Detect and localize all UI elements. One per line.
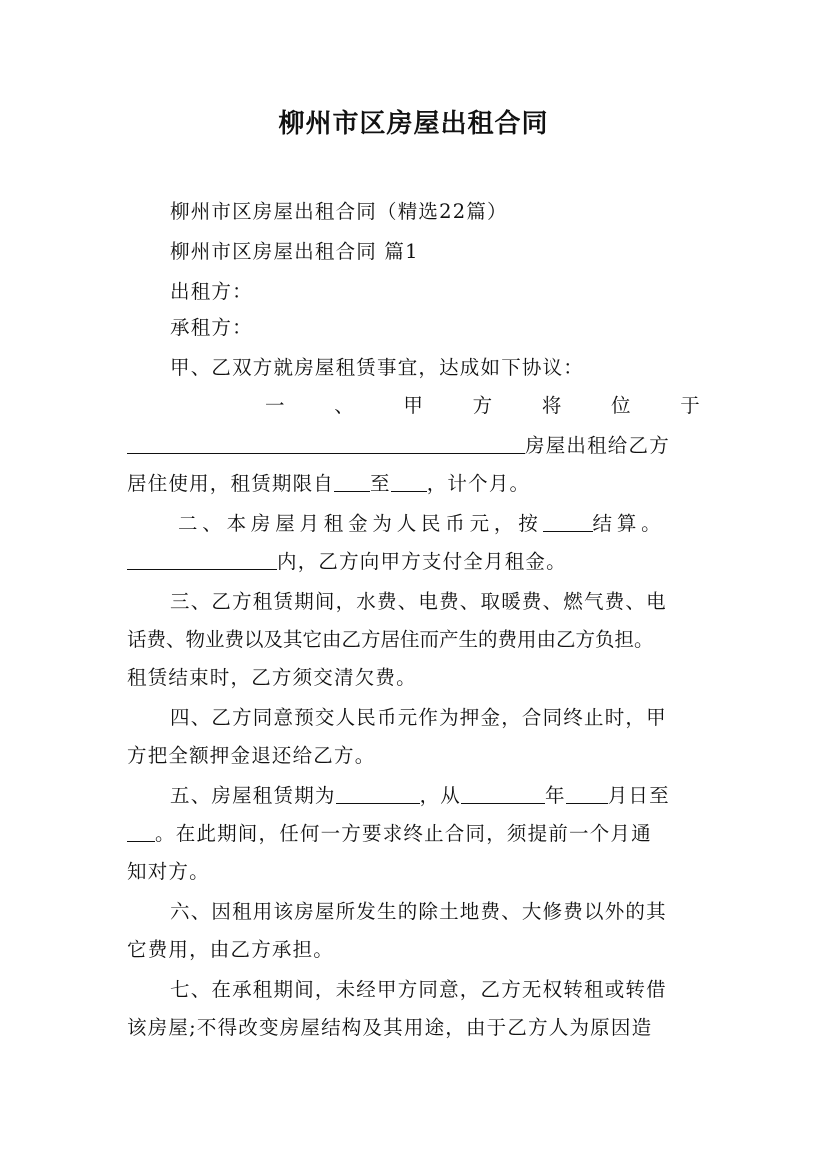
address-blank xyxy=(127,433,525,454)
section-heading: 柳州市区房屋出租合同 篇1 xyxy=(170,240,419,263)
clause-1-char: 一 xyxy=(265,394,286,417)
clause-2-text: 结算。 xyxy=(592,512,666,535)
clause-1-line-1 xyxy=(265,392,701,420)
clause-3-line-2: 话费、物业费以及其它由乙方居住而产生的费用由乙方负担。 xyxy=(127,628,654,651)
month-blank xyxy=(566,783,608,804)
clause-2-text: 内，乙方向甲方支付全月租金。 xyxy=(277,550,567,573)
clause-3-line-3: 租赁结束时，乙方须交清欠费。 xyxy=(127,666,417,689)
clause-2-line-1 xyxy=(178,510,701,538)
clause-5-text: 五、房屋租赁期为 xyxy=(170,784,336,807)
clause-7-line-1: 七、在承租期间，未经甲方同意，乙方无权转租或转借 xyxy=(170,978,667,1001)
clause-1-line-3 xyxy=(127,470,701,498)
start-date-blank xyxy=(334,471,370,492)
clause-6-line-2: 它费用，由乙方承担。 xyxy=(127,938,335,961)
term-blank xyxy=(336,783,420,804)
clause-2-line-2 xyxy=(127,548,701,576)
clause-1-text: ，计个月。 xyxy=(426,472,531,495)
clause-1-char: 位 xyxy=(611,394,632,417)
clause-7-line-2: 该房屋;不得改变房屋结构及其用途，由于乙方人为原因造 xyxy=(127,1016,653,1039)
clause-2-text: 二、本房屋月租金为人民币元，按 xyxy=(178,512,543,535)
lessee-label: 承租方： xyxy=(170,316,253,339)
clause-1-char: 于 xyxy=(680,394,701,417)
end-date-blank xyxy=(127,821,155,842)
clause-6-line-1: 六、因租用该房屋所发生的除土地费、大修费以外的其 xyxy=(170,900,667,923)
clause-5-line-2 xyxy=(127,820,701,848)
clause-5-text: 月日至 xyxy=(607,784,670,807)
clause-3-line-1: 三、乙方租赁期间，水费、电费、取暖费、燃气费、电 xyxy=(170,590,667,613)
clause-5-line-1 xyxy=(170,782,701,810)
clause-5-text: ，从 xyxy=(419,784,462,807)
lessor-label: 出租方： xyxy=(170,280,253,303)
clause-1-char: 、 xyxy=(334,394,355,417)
year-blank xyxy=(461,783,545,804)
clause-1-char: 甲 xyxy=(403,394,425,417)
clause-1-char: 将 xyxy=(541,394,563,417)
clause-5-text: 。在此期间，任何一方要求终止合同，须提前一个月通 xyxy=(155,822,652,845)
settlement-blank xyxy=(543,511,593,532)
clause-1-text: 房屋出租给乙方 xyxy=(525,434,670,457)
clause-5-line-3: 知对方。 xyxy=(127,860,210,883)
clause-1-text: 居住使用，租赁期限自 xyxy=(127,472,335,495)
clause-4-line-2: 方把全额押金退还给乙方。 xyxy=(127,744,376,767)
clause-5-text: 年 xyxy=(545,784,566,807)
doc-subtitle: 柳州市区房屋出租合同（精选22篇） xyxy=(170,200,508,223)
end-date-blank xyxy=(391,471,427,492)
clause-1-text: 至 xyxy=(370,472,391,495)
clause-1-char: 方 xyxy=(472,394,494,417)
clause-1-line-2 xyxy=(127,432,701,460)
agreement-intro: 甲、乙双方就房屋租赁事宜，达成如下协议： xyxy=(170,356,585,379)
clause-4-line-1: 四、乙方同意预交人民币元作为押金，合同终止时，甲 xyxy=(170,706,667,729)
document-title: 柳州市区房屋出租合同 xyxy=(278,109,549,139)
payment-period-blank xyxy=(127,549,277,570)
